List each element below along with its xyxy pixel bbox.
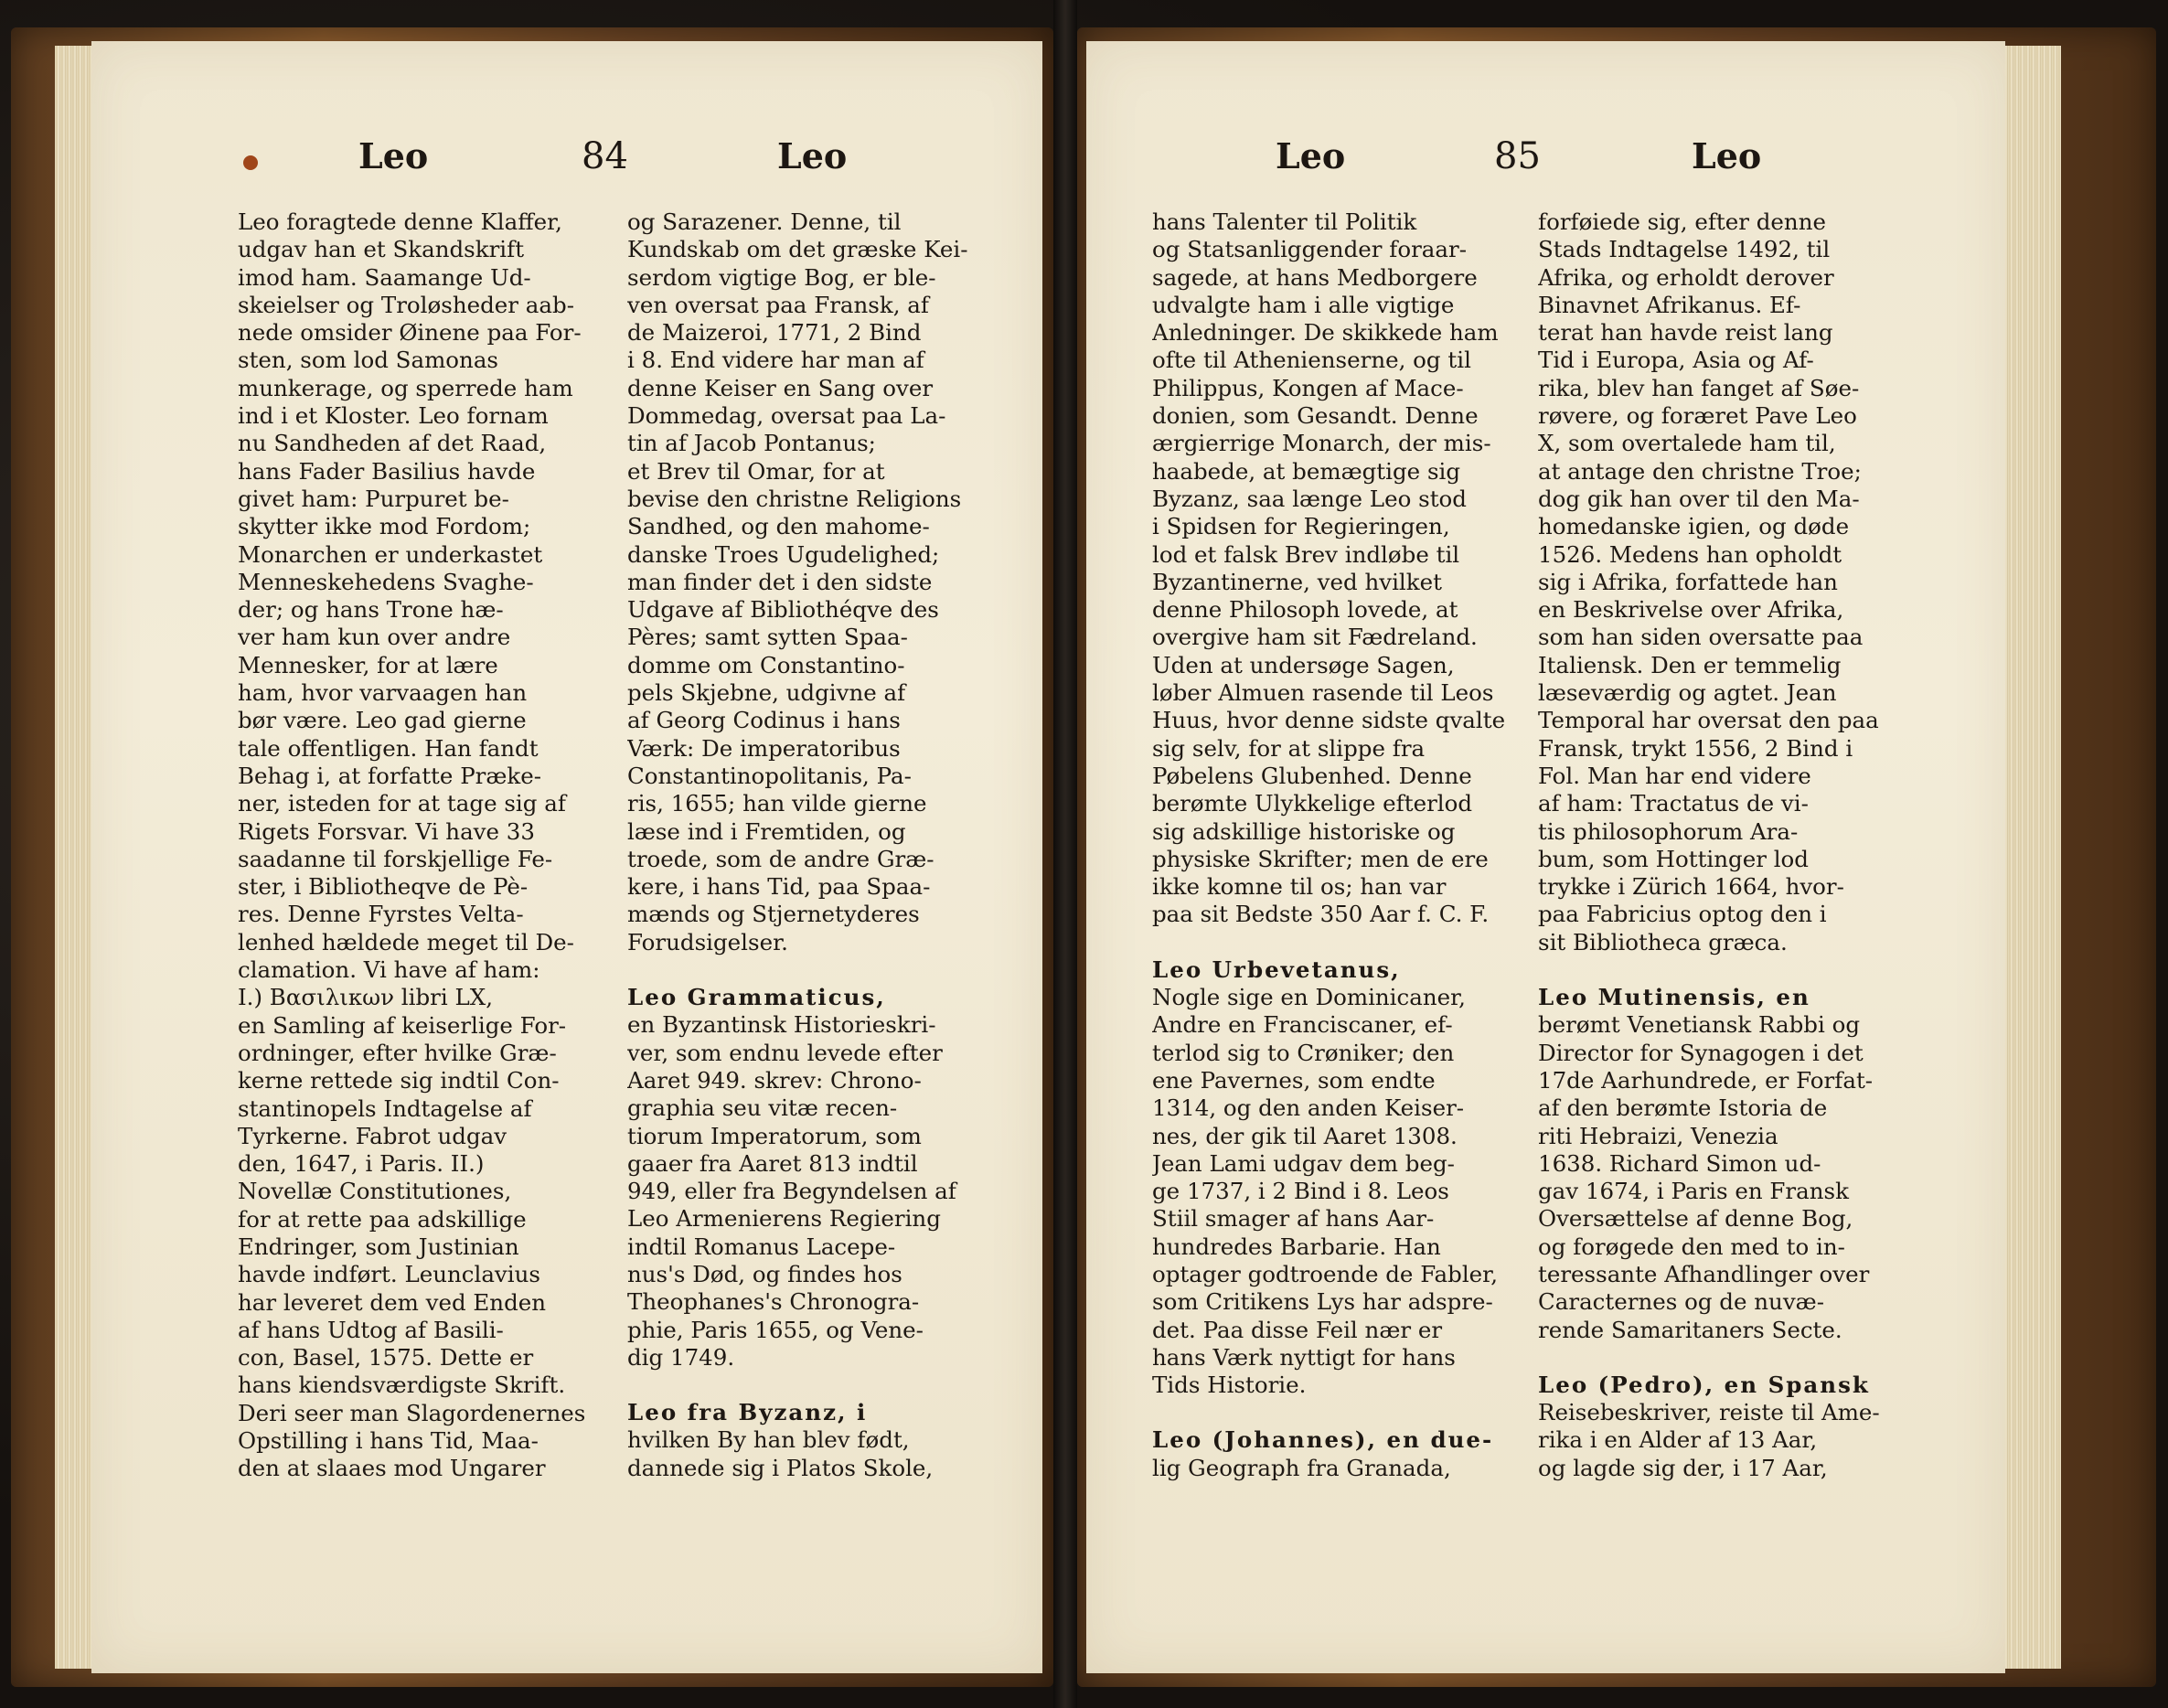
text-line: i Spidsen for Regieringen, [1152,513,1450,540]
text-line: pels Skjebne, udgivne af [627,679,906,707]
text-line: har leveret dem ved Enden [238,1288,547,1316]
text-line: Fol. Man har end videre [1538,762,1811,789]
entry-leo-urbevetanus [1152,956,1509,1400]
entry-leo-pedro [1538,1372,1889,1482]
text-line: Forudsigelser. [627,928,788,955]
text-line: givet ham: Purpuret be- [238,485,509,512]
text-line: Dommedag, oversat paa La- [627,402,946,430]
running-head-left: Leo [1276,135,1346,176]
text-line: forføiede sig, efter denne [1538,208,1826,235]
right-page-header [0,135,2168,190]
text-line: Leo Grammaticus, [627,984,886,1011]
text-line: gaaer fra Aaret 813 indtil [627,1149,918,1177]
text-line: Caracternes og de nuvæ- [1538,1288,1824,1316]
text-line: Italiensk. Den er temmelig [1538,651,1842,678]
text-line: 17de Aarhundrede, er Forfat- [1538,1066,1874,1094]
text-line: røvere, og foræret Pave Leo [1538,402,1857,430]
text-line: Stads Indtagelse 1492, til [1538,236,1831,263]
text-line: 1638. Richard Simon ud- [1538,1149,1821,1177]
text-line: Leo foragtede denne Klaffer, [238,208,562,235]
text-line: donien, som Gesandt. Denne [1152,402,1479,430]
right-page-edges [2002,46,2061,1669]
text-line: domme om Constantino- [627,651,905,678]
text-line: af hans Udtog af Basili- [238,1316,504,1343]
text-line: terlod sig to Crøniker; den [1152,1039,1455,1066]
entry-leo-mutinensis [1538,984,1889,1344]
text-line: trykke i Zürich 1664, hvor- [1538,873,1844,901]
text-line: man finder det i den sidste [627,568,933,595]
text-line: sig i Afrika, forfattede han [1538,568,1838,595]
text-line: en Byzantinsk Historieskri- [627,1011,936,1039]
text-line: Tid i Europa, Asia og Af- [1538,347,1814,374]
text-line: tiorum Imperatorum, som [627,1122,922,1149]
text-line: Pères; samt sytten Spaa- [627,624,908,651]
text-line: sagede, at hans Medborgere [1152,263,1478,291]
text-line: nus's Død, og findes hos [627,1260,902,1287]
text-line: denne Philosoph lovede, at [1152,596,1458,624]
text-line: Rigets Forsvar. Vi have 33 [238,817,535,845]
text-line: 949, eller fra Begyndelsen af [627,1178,956,1205]
text-line: Constantinopolitanis, Pa- [627,762,912,789]
text-line: Sandhed, og den mahome- [627,513,930,540]
text-line: hans Værk nyttigt for hans [1152,1343,1456,1371]
text-line: og lagde sig der, i 17 Aar, [1538,1454,1828,1481]
text-line: hans kiendsværdigste Skrift. [238,1372,566,1399]
text-line: hvilken By han blev født, [627,1426,910,1454]
text-line: imod ham. Saamange Ud- [238,263,531,291]
text-line: Deri seer man Slagordenernes [238,1399,586,1426]
text-line: sig adskillige historiske og [1152,817,1456,845]
text-line: læse ind i Fremtiden, og [627,817,906,845]
text-line: X, som overtalede ham til, [1538,430,1836,457]
text-line: mænds og Stjernetyderes [627,901,920,928]
text-line: i 8. End videre har man af [627,347,924,374]
text-line: Leo (Pedro), en Spansk [1538,1371,1870,1398]
column-1 [238,208,591,1483]
text-line: Fransk, trykt 1556, 2 Bind i [1538,734,1853,762]
text-line: som Critikens Lys har adspre- [1152,1288,1493,1316]
text-line: bum, som Hottinger lod [1538,845,1809,872]
text-line: af ham: Tractatus de vi- [1538,790,1809,817]
text-line: Endringer, som Justinian [238,1233,519,1260]
text-line: af den berømte Istoria de [1538,1094,1828,1122]
text-line: hundredes Barbarie. Han [1152,1233,1441,1260]
text-line: Mennesker, for at lære [238,651,498,678]
text-line: og forøgede den med to in- [1538,1233,1845,1260]
text-line: en Samling af keiserlige For- [238,1011,567,1039]
entry-leo-continued [627,208,977,956]
text-line: I.) Βασιλικων libri LX, [238,984,493,1011]
page-number: 85 [1494,135,1541,177]
text-line: lenhed hældede meget til De- [238,928,574,955]
entry-leo-byzanz-continued [1152,208,1509,929]
text-line: 1314, og den anden Keiser- [1152,1094,1465,1122]
entry-leo-johannes-continued [1538,208,1889,956]
text-line: serdom vigtige Bog, er ble- [627,263,936,291]
text-line: den at slaaes mod Ungarer [238,1455,546,1482]
text-line: paa Fabricius optog den i [1538,901,1827,928]
text-line: Kundskab om det græske Kei- [627,236,968,263]
text-line: kerne rettede sig indtil Con- [238,1067,560,1094]
text-line: Tids Historie. [1152,1372,1307,1399]
text-line: dig 1749. [627,1343,735,1371]
text-line: udgav han et Skandskrift [238,236,525,263]
text-line: Binavnet Afrikanus. Ef- [1538,291,1801,318]
text-line: havde indført. Leunclavius [238,1261,540,1288]
text-line: et Brev til Omar, for at [627,457,885,485]
text-line: rika, blev han fanget af Søe- [1538,374,1860,401]
text-line: skeielser og Troløsheder aab- [238,291,574,318]
page-number: 84 [582,135,628,177]
text-line: tis philosophorum Ara- [1538,817,1799,845]
text-line: berømte Ulykkelige efterlod [1152,790,1473,817]
text-line: Behag i, at forfatte Præke- [238,762,542,789]
text-line: læseværdig og agtet. Jean [1538,679,1837,707]
text-line: der; og hans Trone hæ- [238,596,504,624]
text-line: Jean Lami udgav dem beg- [1152,1149,1455,1177]
text-line: res. Denne Fyrstes Velta- [238,901,524,928]
text-line: Reisebeskriver, reiste til Ame- [1538,1399,1880,1426]
text-line: ris, 1655; han vilde gierne [627,790,927,817]
running-head-right: Leo [777,135,848,176]
text-line: Novellæ Constitutiones, [238,1178,512,1205]
text-line: kere, i hans Tid, paa Spaa- [627,873,931,901]
text-line: Byzanz, saa længe Leo stod [1152,485,1467,512]
text-line: Leo Armenierens Regiering [627,1205,941,1233]
text-line: løber Almuen rasende til Leos [1152,679,1494,707]
book-gutter [1053,0,1077,1708]
text-line: Tyrkerne. Fabrot udgav [238,1122,507,1149]
text-line: tin af Jacob Pontanus; [627,430,876,457]
text-line: dannede sig i Platos Skole, [627,1454,934,1481]
text-line: Opstilling i hans Tid, Maa- [238,1427,539,1455]
column-2 [627,208,977,1482]
text-line: Uden at undersøge Sagen, [1152,651,1455,678]
text-line: nede omsider Øinene paa For- [238,319,582,347]
text-line: ham, hvor varvaagen han [238,679,528,707]
text-line: sten, som lod Samonas [238,347,499,374]
text-line: en Beskrivelse over Afrika, [1538,596,1844,624]
text-line: denne Keiser en Sang over [627,374,934,401]
text-line: nu Sandheden af det Raad, [238,430,547,457]
text-line: Pøbelens Glubenhed. Denne [1152,762,1472,789]
column-4 [1538,208,1889,1482]
text-line: hans Talenter til Politik [1152,208,1417,235]
text-line: skytter ikke mod Fordom; [238,513,531,540]
text-line: riti Hebraizi, Venezia [1538,1122,1778,1149]
text-line: rende Samaritaners Secte. [1538,1316,1842,1343]
text-line: haabede, at bemægtige sig [1152,457,1461,485]
text-line: saadanne til forskjellige Fe- [238,845,553,872]
text-line: stantinopels Indtagelse af [238,1094,532,1122]
text-line: gav 1674, i Paris en Fransk [1538,1178,1849,1205]
text-line: 1526. Medens han opholdt [1538,540,1842,568]
text-line: ver, som endnu levede efter [627,1039,943,1066]
text-line: graphia seu vitæ recen- [627,1094,898,1122]
text-line: con, Basel, 1575. Dette er [238,1344,534,1372]
text-line: bevise den christne Religions [627,485,962,512]
text-line: phie, Paris 1655, og Vene- [627,1316,924,1343]
text-line: sit Bibliotheca græca. [1538,928,1788,955]
text-line: ind i et Kloster. Leo fornam [238,402,549,430]
text-line: Værk: De imperatoribus [627,734,901,762]
text-line: physiske Skrifter; men de ere [1152,845,1489,872]
running-head-left: Leo [358,135,429,176]
text-line: ordninger, efter hvilke Græ- [238,1039,557,1066]
text-line: Temporal har oversat den paa [1538,707,1879,734]
text-line: tale offentligen. Han fandt [238,734,539,762]
text-line: nes, der gik til Aaret 1308. [1152,1122,1458,1149]
text-line: paa sit Bedste 350 Aar f. C. F. [1152,901,1490,928]
text-line: Anledninger. De skikkede ham [1152,319,1499,347]
text-line: Aaret 949. skrev: Chrono- [627,1066,922,1094]
text-line: ge 1737, i 2 Bind i 8. Leos [1152,1178,1449,1205]
column-3 [1152,208,1509,1482]
text-line: det. Paa disse Feil nær er [1152,1316,1443,1343]
text-line: Nogle sige en Dominicaner, [1152,984,1466,1011]
text-line: ene Pavernes, som endte [1152,1066,1436,1094]
text-line: Afrika, og erholdt derover [1538,263,1834,291]
text-line: Stiil smager af hans Aar- [1152,1205,1435,1233]
text-line: af Georg Codinus i hans [627,707,901,734]
text-line: indtil Romanus Lacepe- [627,1233,896,1260]
text-line: ner, isteden for at tage sig af [238,790,566,817]
text-line: ster, i Bibliotheqve de Pè- [238,873,529,901]
text-line: og Sarazener. Denne, til [627,208,902,235]
text-line: Leo fra Byzanz, i [627,1399,868,1426]
text-line: for at rette paa adskillige [238,1205,527,1233]
text-line: ven oversat paa Fransk, af [627,291,929,318]
text-line: rika i en Alder af 13 Aar, [1538,1426,1818,1454]
text-line: Monarchen er underkastet [238,540,543,568]
text-line: terat han havde reist lang [1538,319,1833,347]
text-line: og Statsanliggender foraar- [1152,236,1467,263]
text-line: Leo Mutinensis, en [1538,984,1810,1011]
text-line: Huus, hvor denne sidste qvalte [1152,707,1506,734]
text-line: de Maizeroi, 1771, 2 Bind [627,319,922,347]
text-line: lod et falsk Brev indløbe til [1152,540,1460,568]
text-line: Menneskehedens Svaghe- [238,568,534,595]
text-line: lig Geograph fra Granada, [1152,1454,1451,1481]
text-line: Andre en Franciscaner, ef- [1152,1011,1453,1039]
text-line: at antage den christne Troe; [1538,457,1862,485]
text-line: teressante Afhandlinger over [1538,1260,1870,1287]
entry-leo-johannes [1152,1426,1509,1482]
text-line: Theophanes's Chronogra- [627,1288,920,1316]
text-line: berømt Venetiansk Rabbi og [1538,1011,1861,1039]
text-line: Leo (Johannes), en due- [1152,1426,1494,1454]
text-line: Udgave af Bibliothéqve des [627,596,939,624]
text-line: danske Troes Ugudelighed; [627,540,940,568]
text-line: dog gik han over til den Ma- [1538,485,1860,512]
text-line: ærgierrige Monarch, der mis- [1152,430,1491,457]
text-line: homedanske igien, og døde [1538,513,1850,540]
text-line: den, 1647, i Paris. II.) [238,1150,485,1178]
text-line: overgive ham sit Fædreland. [1152,624,1478,651]
text-line: Philippus, Kongen af Mace- [1152,374,1464,401]
text-line: sig selv, for at slippe fra [1152,734,1426,762]
text-line: troede, som de andre Græ- [627,845,934,872]
text-line: Leo Urbevetanus, [1152,955,1401,983]
text-line: Director for Synagogen i det [1538,1039,1864,1066]
text-line: optager godtroende de Fabler, [1152,1260,1498,1287]
text-line: Byzantinerne, ved hvilket [1152,568,1442,595]
text-line: bør være. Leo gad gierne [238,707,527,734]
text-line: ver ham kun over andre [238,624,511,651]
text-line: ofte til Athenienserne, og til [1152,347,1471,374]
running-head-right: Leo [1692,135,1762,176]
text-line: clamation. Vi have af ham: [238,956,540,984]
text-line: hans Fader Basilius havde [238,457,536,485]
entry-leo-fra-byzanz [627,1399,977,1482]
text-line: ikke komne til os; han var [1152,873,1447,901]
text-line: som han siden oversatte paa [1538,624,1864,651]
text-line: udvalgte ham i alle vigtige [1152,291,1455,318]
entry-leo-grammaticus [627,984,977,1372]
text-line: Oversættelse af denne Bog, [1538,1205,1853,1233]
text-line: munkerage, og sperrede ham [238,374,573,401]
